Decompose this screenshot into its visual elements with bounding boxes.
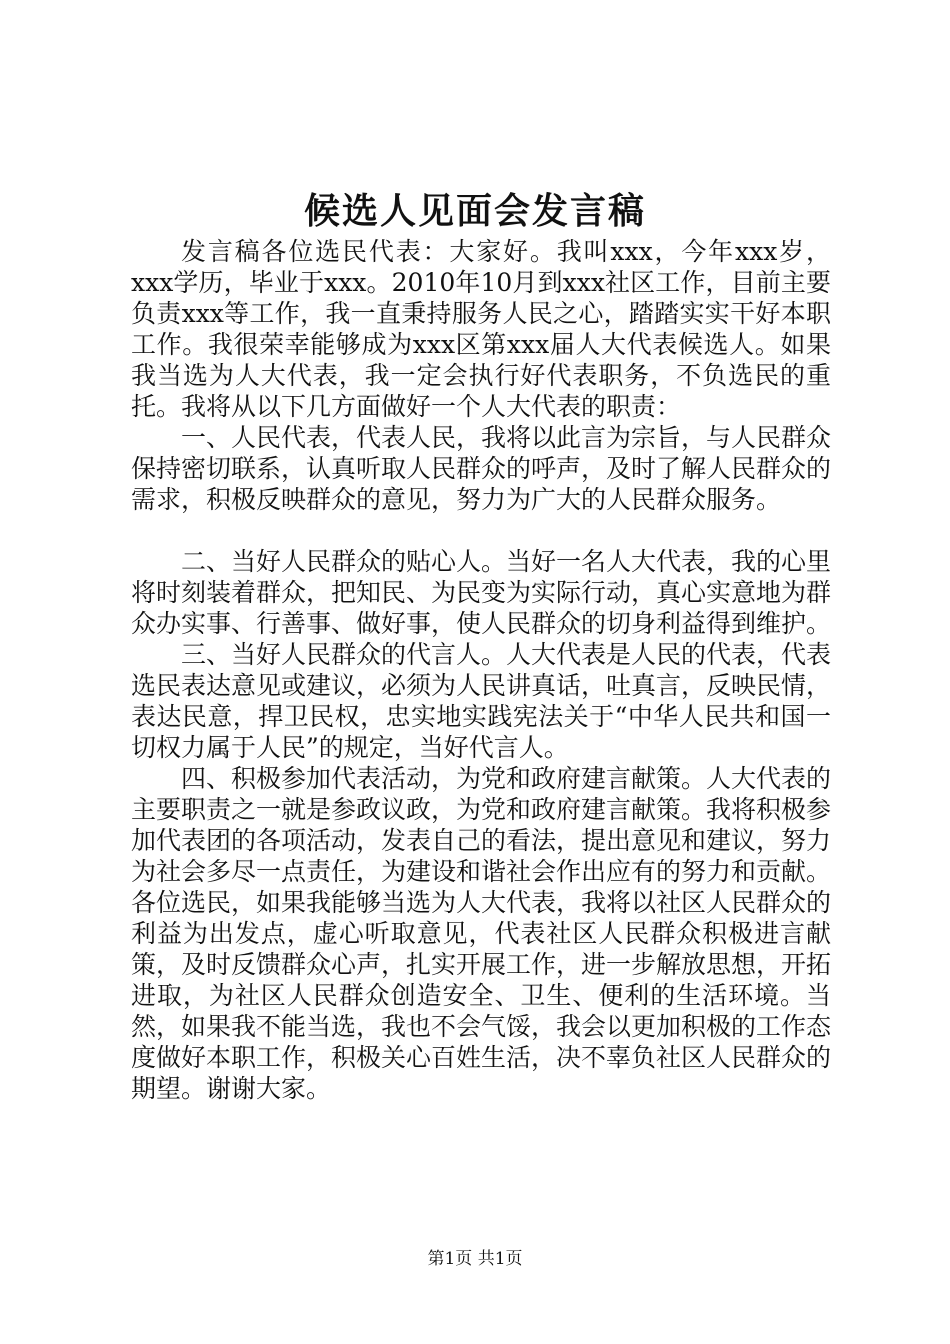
- paragraph-point-2: 二、当好人民群众的贴心人。当好一名人大代表，我的心里将时刻装着群众，把知民、为民变为实际行动，真心实意地为群众办实事、行善事、做好事，使人民群众的切身利益得到维护。: [131, 547, 832, 638]
- page-footer: 第1页 共1页: [427, 1249, 523, 1269]
- paragraph-point-3: 三、当好人民群众的代言人。人大代表是人民的代表，代表选民表达意见或建议，必须为人民讲真话，吐真言，反映民情，表达民意，捍卫民权，忠实地实践宪法关于“中华人民共和国一切权力属于人民”的规定，当好代言人。: [131, 640, 832, 762]
- paragraph-point-4: 四、积极参加代表活动，为党和政府建言献策。人大代表的主要职责之一就是参政议政，为党和政府建言献策。我将积极参加代表团的各项活动，发表自己的看法，提出意见和建议，努力为社会多尽一点责任，为建设和谐社会作出应有的努力和贡献。各位选民，如果我能够当选为人大代表，我将以社区人民群众的利益为出发点，虚心听取意见，代表社区人民群众积极进言献策，及时反馈群众心声，扎实开展工作，进一步解放思想，开拓进取，为社区人民群众创造安全、卫生、便利的生活环境。当然，如果我不能当选，我也不会气馁，我会以更加积极的工作态度做好本职工作，积极关心百姓生活，决不辜负社区人民群众的期望。谢谢大家。: [131, 764, 832, 1103]
- paragraph-intro: 发言稿各位选民代表：大家好。我叫xxx，今年xxx岁，xxx学历，毕业于xxx。2010年10月到xxx社区工作，目前主要负责xxx等工作，我一直秉持服务人民之心，踏踏实实干好本职工作。我很荣幸能够成为xxx区第xxx届人大代表候选人。如果我当选为人大代表，我一定会执行好代表职务，不负选民的重托。我将从以下几方面做好一个人大代表的职责：: [131, 237, 831, 421]
- document-title: 候选人见面会发言稿: [303, 190, 646, 232]
- paragraph-point-1: 一、人民代表，代表人民，我将以此言为宗旨，与人民群众保持密切联系，认真听取人民群众的呼声，及时了解人民群众的需求，积极反映群众的意见，努力为广大的人民群众服务。: [131, 423, 832, 514]
- document-body: [131, 236, 831, 1104]
